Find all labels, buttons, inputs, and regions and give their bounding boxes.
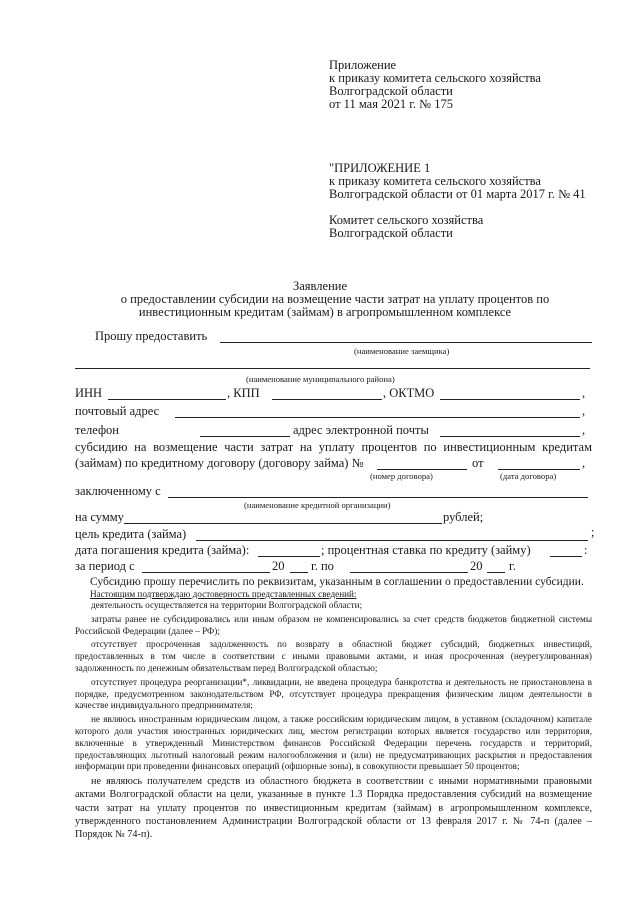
inn-label: ИНН [75, 386, 103, 400]
rate-label: ; процентная ставка по кредиту (займу) [321, 543, 531, 557]
document-title: Заявление [292, 279, 347, 293]
statement-item: отсутствует просроченная задолженность по возврату в областной бюджет субсидий, бюджетных инвестиций, предоставленных в том числе в соответствии с иными правовыми актами, и иная просроченная (неурегулированная) задолженность по денежным обязательствам перед Волгоградской областью; [75, 639, 592, 673]
period-year-prefix-a: 20 [272, 559, 285, 573]
postal-comma: , [582, 404, 586, 418]
contract-date-caption: (дата договора) [500, 471, 557, 481]
contract-number-caption: (номер договора) [370, 471, 433, 481]
inn-field[interactable] [108, 399, 226, 400]
header-line-1: Приложение [329, 58, 397, 72]
borrower-name-field[interactable] [220, 342, 592, 343]
purpose-semicolon: ; [591, 525, 595, 539]
email-comma: , [582, 423, 586, 437]
rubles-label: рублей; [443, 510, 484, 524]
header-line-4: от 11 мая 2021 г. № 175 [329, 97, 453, 111]
period-start-year-field[interactable] [290, 572, 308, 573]
loan-agreement-label: (займам) по кредитному договору (договору займа) № [75, 456, 364, 470]
borrower-name-field-2[interactable] [75, 368, 590, 369]
contract-comma: , [582, 456, 586, 470]
phone-label: телефон [75, 423, 119, 437]
appendix-line-1: "ПРИЛОЖЕНИЕ 1 [329, 161, 431, 175]
request-label: Прошу предоставить [95, 329, 208, 343]
period-end-field[interactable] [350, 572, 468, 573]
rate-colon: : [584, 543, 588, 557]
kpp-field[interactable] [272, 399, 382, 400]
header-line-3: Волгоградской области [329, 84, 453, 98]
addressee-line-2: Волгоградской области [329, 226, 453, 240]
period-end-year-field[interactable] [487, 572, 505, 573]
period-label: за период с [75, 559, 135, 573]
email-field[interactable] [440, 436, 580, 437]
transfer-statement: Субсидию прошу перечислить по реквизитам, указанным в соглашении о предоставлении субсидии. [90, 576, 584, 588]
amount-label: на сумму [75, 510, 124, 524]
contract-number-field[interactable] [377, 469, 467, 470]
phone-field[interactable] [200, 436, 290, 437]
repayment-date-field[interactable] [258, 556, 320, 557]
repayment-label: дата погашения кредита (займа): [75, 543, 250, 557]
appendix-line-2: к приказу комитета сельского хозяйства [329, 174, 541, 188]
borrower-caption: (наименование заемщика) [354, 346, 450, 356]
district-caption: (наименование муниципального района) [246, 374, 395, 384]
period-year-prefix-b: 20 [470, 559, 483, 573]
concluded-with-label: заключенному с [75, 484, 161, 498]
statement-item-final: не являюсь получателем средств из областного бюджета в соответствии с иными нормативными правовыми актами Волгоградской области на цели, указанные в пункте 1.3 Порядка предоставления субсидий на возмещение части затрат на уплату процентов по инвестиционным кредитам (займам) в агропромышленном комплексе, утвержденного постановлением Администрации Волгоградской области от 13 февраля 2017 г. № 74-п (далее – Порядок № 74-п). [75, 776, 592, 840]
header-line-2: к приказу комитета сельского хозяйства [329, 71, 541, 85]
statement-item: затраты ранее не субсидировались или иным образом не компенсировались за счет средств бюджетов бюджетной системы Российской Федерации (далее – РФ); [75, 613, 592, 636]
oktmo-comma: , [582, 386, 586, 400]
contract-date-field[interactable] [498, 469, 580, 470]
subsidy-line: субсидию на возмещение части затрат на уплату процентов по инвестиционным кредитам [75, 440, 592, 454]
statement-item: отсутствует процедура реорганизации*, ликвидации, не введена процедура банкротства и деятельность не приостановлена в порядке, предусмотренном законодательством РФ, отсутствует процедура прекращения физическим лицом деятельности в качестве индивидуального предпринимателя; [75, 676, 592, 711]
title-line-2: о предоставлении субсидии на возмещение части затрат на уплату процентов по [120, 292, 550, 306]
from-label: от [472, 456, 484, 470]
title-line-3: инвестиционным кредитам (займам) в агропромышленном комплексе [138, 305, 512, 319]
statement-item: деятельность осуществляется на территории Волгоградской области; [91, 600, 363, 610]
purpose-label: цель кредита (займа) [75, 527, 187, 541]
appendix-line-3: Волгоградской области от 01 марта 2017 г. № 41 [329, 187, 586, 201]
addressee-line-1: Комитет сельского хозяйства [329, 213, 484, 227]
rate-field[interactable] [550, 556, 582, 557]
statements-block [75, 600, 592, 841]
oktmo-label: , ОКТМО [383, 386, 435, 400]
postal-address-field[interactable] [175, 417, 580, 418]
amount-field[interactable] [124, 523, 442, 524]
bank-caption: (наименование кредитной организации) [244, 500, 391, 510]
kpp-label: , КПП [227, 386, 260, 400]
oktmo-field[interactable] [440, 399, 580, 400]
bank-name-field[interactable] [168, 497, 588, 498]
confirm-heading: Настоящим подтверждаю достоверность представленных сведений: [90, 589, 357, 599]
period-to-label: г. по [311, 559, 334, 573]
period-year-suffix: г. [509, 559, 516, 573]
period-start-field[interactable] [142, 572, 270, 573]
email-label: адрес электронной почты [293, 423, 429, 437]
postal-label: почтовый адрес [75, 404, 160, 418]
statement-item: не являюсь иностранным юридическим лицом, а также российским юридическим лицом, в уставном (складочном) капитале которого доля участия иностранных юридических лиц, местом регистрации которых является государство или территория, включенные в утвержденный Министерством финансов Российской Федерации перечень государств и территорий, предоставляющих льготный налоговый режим налогообложения и (или) не предусматривающих раскрытия и предоставления информации при проведении финансовых операций (офшорные зоны), в совокупности превышает 50 процентов; [75, 714, 592, 772]
purpose-field[interactable] [196, 540, 588, 541]
